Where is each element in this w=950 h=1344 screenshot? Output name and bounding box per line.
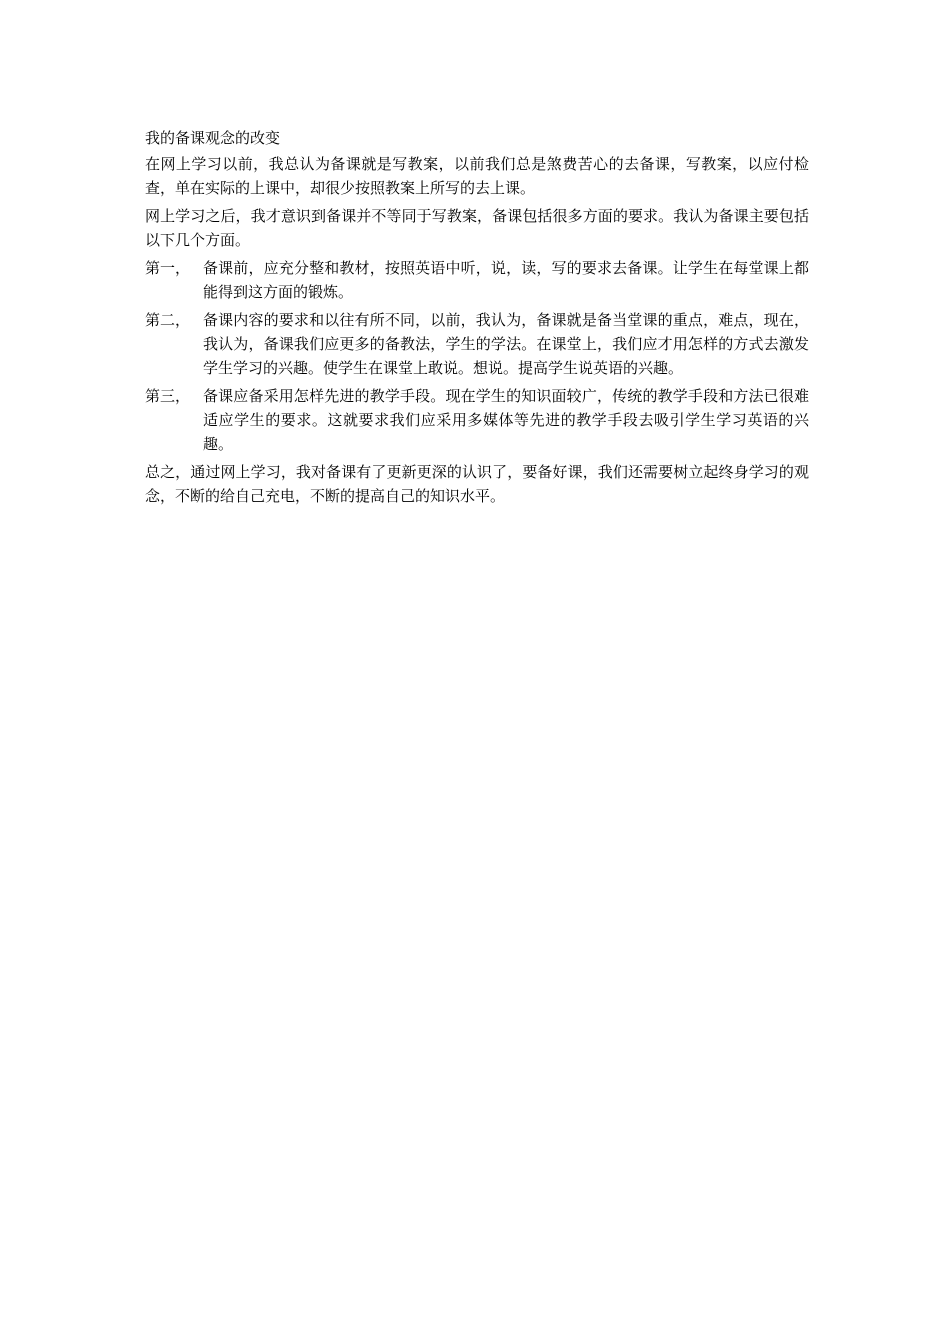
list-item-second [145,308,809,380]
document-page [145,126,809,512]
list-item-text: 备课应备采用怎样先进的教学手段。现在学生的知识面较广，传统的教学手段和方法已很难适应学生的要求。这就要求我们应采用多媒体等先进的教学手段去吸引学生学习英语的兴趣。 [203,387,809,453]
list-item-label: 第一， [145,259,191,277]
paragraph-conclusion: 总之，通过网上学习，我对备课有了更新更深的认识了，要备好课，我们还需要树立起终身学习的观念，不断的给自己充电，不断的提高自己的知识水平。 [145,463,809,505]
list-item-label: 第二， [145,311,191,329]
paragraph-intro: 在网上学习以前，我总认为备课就是写教案，以前我们总是煞费苦心的去备课，写教案，以应付检查，单在实际的上课中，却很少按照教案上所写的去上课。 [145,155,809,197]
list-item-third [145,384,809,456]
paragraph-after-learning: 网上学习之后，我才意识到备课并不等同于写教案，备课包括很多方面的要求。我认为备课主要包括以下几个方面。 [145,207,809,249]
list-item-first [145,256,809,304]
list-item-text: 备课内容的要求和以往有所不同，以前，我认为，备课就是备当堂课的重点，难点，现在，我认为，备课我们应更多的备教法，学生的学法。在课堂上，我们应才用怎样的方式去激发学生学习的兴趣。使学生在课堂上敢说。想说。提高学生说英语的兴趣。 [203,311,809,377]
list-item-label: 第三， [145,387,191,405]
document-title: 我的备课观念的改变 [145,129,281,147]
list-item-text: 备课前，应充分整和教材，按照英语中听，说，读，写的要求去备课。让学生在每堂课上都能得到这方面的锻炼。 [203,259,809,301]
